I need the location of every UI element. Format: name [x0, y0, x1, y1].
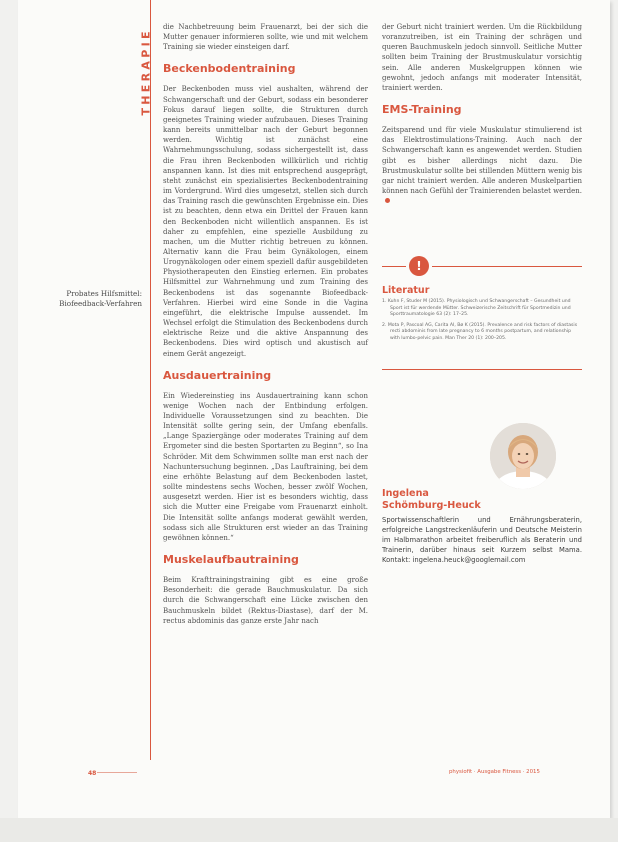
- section-label: THERAPIE: [139, 28, 153, 116]
- col2-intro: der Geburt nicht trainiert werden. Um die Rückbildung voranzutreiben, ist ein Training der schrägen und queren Bauchmuskeln jedoch sinnvoll. Seitliche Mutter sollten beim Training der Brustmuskulatur vorsichtig sein. Alle anderen Muskelgruppen können wie gewohnt, jedoch anfangs mit moderater Intensität, trainiert werden.: [382, 23, 582, 92]
- heading-ems-training: EMS-Training: [382, 103, 462, 117]
- section-tab: [137, 24, 151, 124]
- author-bio: Sportwissenschaftlerin und Ernährungsberaterin, erfolgreiche Langstreckenläuferin und Deutsche Meisterin im Halbmarathon arbeitet freiberuflich als Beraterin und Trainerin, darüber hinaus seit Kurzem selbst Mama. Kontakt: ingelena.heuck@googlemail.com: [382, 516, 582, 564]
- author-portrait-icon: [490, 423, 556, 489]
- column-left: [163, 22, 368, 626]
- literature-rule-right: [432, 266, 582, 267]
- footer-rule: [97, 772, 137, 773]
- literature-rule-bottom: [382, 369, 582, 370]
- author-photo: [490, 423, 556, 489]
- heading-beckenbodentraining: Beckenbodentraining: [163, 62, 296, 76]
- text-ems-content: Zeitsparend und für viele Muskulatur stimulierend ist das Elektrostimulations-Training. Auch nach der Schwangerschaft kann es angewendet werden. Studien gibt es bisher allerdings nicht dazu. Die Brustmuskulatur sollte bei stillenden Müttern wenig bis gar nicht trainiert werden. Alle anderen Muskelpartien können nach Gefühl der Trainierenden belastet werden.: [382, 126, 582, 196]
- author-first-name: Ingelena: [382, 488, 429, 499]
- literature-item: 2. Mota P, Pascoal AG, Carita AI, Bø K (2015). Prevalence and risk factors of diastasis recti abdominis from late pregnancy to 6 months postpartum, and relationship with lumbo-pelvic pain. Man Ther 20 (1): 200–205.: [382, 322, 578, 341]
- literature-rule-left: [382, 266, 406, 267]
- text-beckenbodentraining: Der Beckenboden muss viel aushalten, während der Schwangerschaft und der Geburt, sodass ein besonderer Fokus darauf liegen sollte, die Strukturen durch geeignetes Training wieder aufzubauen. Dieses Training kann bereits unmittelbar nach der Geburt begonnen werden. Wichtig ist zunächst eine Wahrnehmungsschulung, sodass sichergestellt ist, dass die Frau ihren Beckenboden willkürlich und richtig anspannen kann. Ist dies mit entsprechend ausgeprägt, steht zunächst ein spezialisiertes Beckenbodentraining im Vordergrund. Wird dies umgesetzt, stellen sich durch das Training rasch die gewünschten Ergebnisse ein. Dies ist zu beachten, denn etwa ein Drittel der Frauen kann den Beckenboden nicht willentlich anspannen. Es ist daher zu empfehlen, eine spezielle Ausbildung zu machen, um die Mutter richtig betreuen zu können. Alternativ kann die Frau beim Gynäkologen, einem Urogynäkologen oder einem speziell dafür ausgebildeten Physiotherapeuten den Einstieg erlernen. Ein probates Hilfsmittel zur Wahrnehmung und zum Training des Beckenbodens ist das sogenannte Biofeedback-Verfahren. Hierbei wird eine Sonde in die Vagina eingeführt, die elektrische Impulse aussendet. Im Wechsel erfolgt die Stimulation des Beckenbodens durch elektrische Reize und die aktive Anspannung des Beckenbodens. Dies wird optisch und akustisch auf einem Gerät angezeigt.: [163, 85, 368, 358]
- column-right: [382, 22, 582, 206]
- scan-background: [0, 818, 618, 842]
- heading-muskelaufbautraining: Muskelaufbautraining: [163, 553, 299, 567]
- page-number: 48: [88, 770, 97, 777]
- footer-publication: physiofit · Ausgabe Fitness · 2015: [449, 769, 540, 775]
- author-last-name: Schömburg-Heuck: [382, 500, 481, 512]
- literature-title: Literatur: [382, 285, 430, 296]
- heading-ausdauertraining: Ausdauertraining: [163, 368, 272, 382]
- text-ems-training: [382, 125, 582, 206]
- side-note: Probates Hilfsmittel: Biofeedback-Verfahren: [59, 289, 142, 309]
- literature-list: [382, 299, 582, 347]
- exclamation-icon: !: [409, 256, 429, 276]
- col1-intro: die Nachbetreuung beim Frauenarzt, bei der sich die Mutter genauer informieren sollte, wie und mit welchem Training sie wieder einsteigen darf.: [163, 23, 368, 52]
- text-ausdauertraining: Ein Wiedereinstieg ins Ausdauertraining kann schon wenige Wochen nach der Entbindung erfolgen. Individuelle Voraussetzungen sind zu beachten. Die Intensität sollte gering sein, der Umfang ebenfalls. „Lange Spaziergänge oder moderates Training auf dem Ergometer sind die besten Sportarten zu Beginn“, so Ina Schröder. Mit dem Schwimmen sollte man erst nach der Nachuntersuchung beginnen. „Das Lauftraining, bei dem eine erhöhte Belastung auf dem Beckenboden lastet, sollte mindestens sechs Wochen, besser zwölf Wochen, ausgesetzt werden. Hier ist es besonders wichtig, dass sich die Mutter eine Freigabe vom Frauenarzt einholt. Die Intensität sollte anfangs moderat gewählt werden, sodass sich alle Strukturen erst wieder an das Training gewöhnen können.“: [163, 391, 368, 542]
- text-muskelaufbautraining: Beim Krafttrainingstraining gibt es eine große Besonderheit: die gerade Bauchmuskulatur. Da sich durch die Schwangerschaft eine Lücke zwischen den Bauchmuskeln bildet (Rektus-Diastase), darf der M. rectus abdominis das ganze erste Jahr nach: [163, 576, 368, 625]
- author-name: [382, 488, 582, 512]
- end-of-article-mark: [385, 198, 390, 203]
- literature-item: 1. Kuhn F, Studer M (2015). Physiologisch und Schwangerschaft – Gesundheit und Sport ist für werdende Mütter. Schweizerische Zeitschrift für Sportmedizin und Sporttraumatologie 63 (2): 17–25.: [382, 299, 571, 318]
